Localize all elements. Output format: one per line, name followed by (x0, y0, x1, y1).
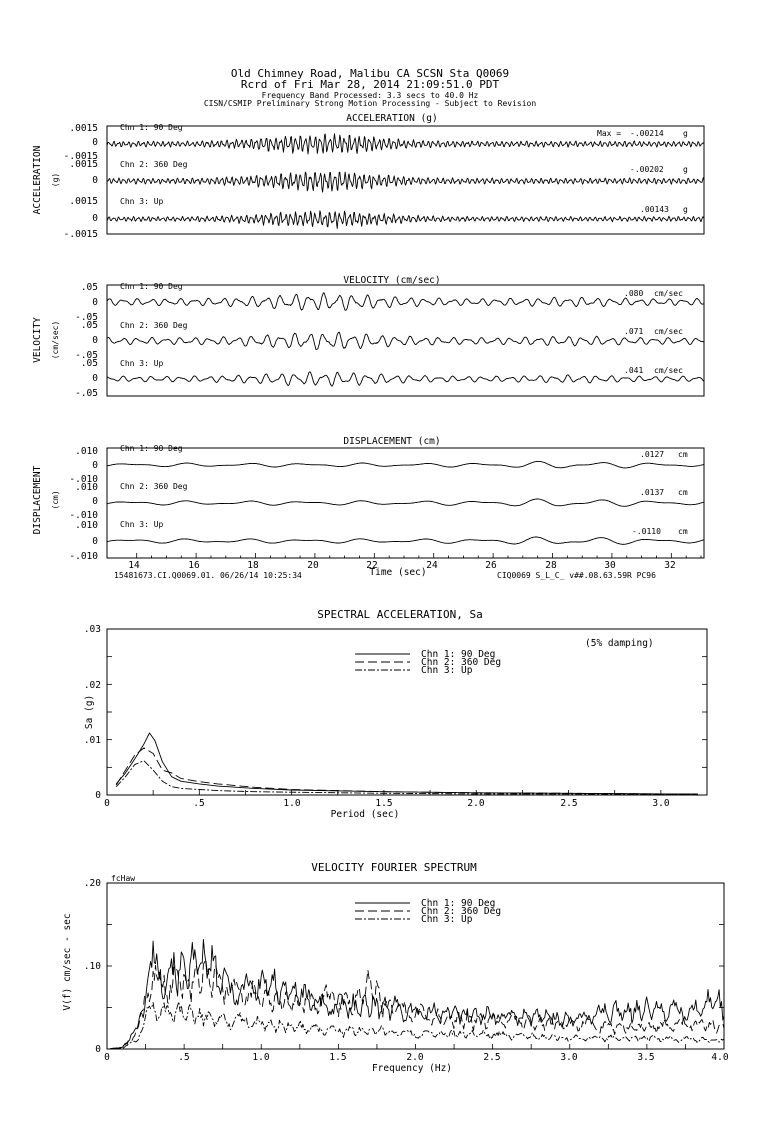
displacement-yunit: (cm) (51, 490, 60, 510)
acceleration-title: ACCELERATION (g) (346, 113, 438, 124)
vel-ch2-trace (107, 332, 704, 349)
fs-ytick-0: 0 (95, 1044, 101, 1055)
disp-ch3-label: Chn 3: Up (120, 520, 164, 529)
disp-ch3-unit: cm (678, 527, 688, 536)
vel-ch2-unit: cm/sec (654, 327, 683, 336)
acc-ch2-tick-top: .0015 (69, 159, 98, 170)
sa-series-ch1 (116, 733, 698, 794)
acc-ch3-max: .00143 (640, 205, 669, 214)
disp-ch2-tick-zero: 0 (92, 496, 98, 507)
sa-xtick-20: 2.0 (467, 798, 485, 809)
fs-xtick-05: .5 (178, 1052, 190, 1063)
fs-series-ch2 (110, 959, 724, 1049)
disp-ch3-tick-top: .010 (75, 520, 98, 531)
acc-ch1-tick-top: .0015 (69, 123, 98, 134)
displacement-ylabel: DISPLACEMENT (32, 465, 43, 535)
acc-ch3-tick-bottom: -.0015 (63, 229, 98, 240)
time-tick-22: 22 (366, 560, 378, 571)
footer-right: CIQ0069 S_L_C_ v##.08.63.59R PC96 (497, 571, 656, 580)
disp-ch2-tick-top: .010 (75, 482, 98, 493)
disp-ch2-trace (107, 499, 704, 506)
vel-ch1-label: Chn 1: 90 Deg (120, 282, 183, 291)
sa-legend-ch1: Chn 1: 90 Deg (421, 649, 496, 660)
header-line-4: CISN/CSMIP Preliminary Strong Motion Processing - Subject to Revision (203, 99, 537, 108)
acc-ch3-tick-top: .0015 (69, 196, 98, 207)
sa-legend-ch2: Chn 2: 360 Deg (421, 657, 502, 668)
acceleration-yunit: (g) (51, 172, 60, 188)
acc-ch1-label: Chn 1: 90 Deg (120, 123, 183, 132)
acc-ch3-tick-zero: 0 (92, 213, 98, 224)
header-line-3: Frequency Band Processed: 3.3 secs to 40.0 Hz (261, 91, 479, 100)
spectral-acceleration-panel (84, 608, 707, 820)
acc-ch2-label: Chn 2: 360 Deg (120, 160, 188, 169)
sa-ytick-02: .02 (83, 680, 101, 691)
sa-legend-ch3: Chn 3: Up (421, 665, 473, 676)
acc-ch2-unit: g (683, 165, 688, 174)
sa-ytick-03: .03 (83, 624, 101, 635)
vel-ch3-tick-zero: 0 (92, 373, 98, 384)
footer-left: 15481673.CI.Q0069.01. 06/26/14 10:25:34 (114, 571, 302, 580)
fs-legend-ch1: Chn 1: 90 Deg (421, 898, 496, 909)
time-tick-26: 26 (485, 560, 497, 571)
disp-ch3-max: -.0110 (632, 527, 661, 536)
sa-ytick-0: 0 (95, 790, 101, 801)
sa-xtick-10: 1.0 (283, 798, 301, 809)
acc-ch3-unit: g (683, 205, 688, 214)
time-axis-label: Time (sec) (369, 567, 427, 578)
acc-ch3-trace (107, 211, 704, 229)
sa-series-ch3 (116, 761, 698, 795)
time-tick-24: 24 (426, 560, 438, 571)
sa-xlabel: Period (sec) (330, 809, 400, 820)
acc-ch1-tick-zero: 0 (92, 137, 98, 148)
disp-ch1-label: Chn 1: 90 Deg (120, 444, 183, 453)
vel-ch2-max: .071 (624, 327, 644, 336)
vel-ch1-tick-top: .05 (80, 282, 98, 293)
acceleration-panel (32, 113, 704, 240)
acc-max-label: Max = (597, 129, 622, 138)
sa-xtick-15: 1.5 (375, 798, 393, 809)
fs-xtick-30: 3.0 (560, 1052, 578, 1063)
time-tick-28: 28 (545, 560, 557, 571)
disp-ch1-tick-top: .010 (75, 446, 98, 457)
fs-corner-label: fcHaw (111, 874, 136, 883)
fs-legend-ch2: Chn 2: 360 Deg (421, 906, 502, 917)
disp-ch2-tick-bottom: -.010 (69, 510, 98, 521)
acc-ch1-max: -.00214 (630, 129, 664, 138)
sa-xtick-0: 0 (104, 798, 110, 809)
vel-ch2-tick-top: .05 (80, 320, 98, 331)
disp-ch3-tick-zero: 0 (92, 536, 98, 547)
acc-ch2-max: -.00202 (630, 165, 664, 174)
fs-xtick-0: 0 (104, 1052, 110, 1063)
vel-ch1-tick-zero: 0 (92, 297, 98, 308)
velocity-panel (32, 275, 704, 399)
disp-ch1-tick-zero: 0 (92, 460, 98, 471)
time-tick-20: 20 (307, 560, 319, 571)
vel-ch3-label: Chn 3: Up (120, 359, 164, 368)
acc-ch2-tick-zero: 0 (92, 175, 98, 186)
header-line-2: Rcrd of Fri Mar 28, 2014 21:09:51.0 PDT (240, 78, 500, 91)
disp-ch3-tick-bottom: -.010 (69, 551, 98, 562)
vel-ch1-tick-bottom: -.05 (75, 312, 98, 323)
fs-legend-ch3: Chn 3: Up (421, 914, 473, 925)
vel-ch1-trace (107, 293, 704, 310)
velocity-ylabel: VELOCITY (32, 317, 43, 363)
fs-xtick-15: 1.5 (329, 1052, 347, 1063)
sa-series-ch2 (116, 748, 698, 794)
fs-xtick-10: 1.0 (252, 1052, 270, 1063)
vel-ch2-tick-bottom: -.05 (75, 350, 98, 361)
velocity-title: VELOCITY (cm/sec) (343, 275, 441, 286)
acc-ch3-label: Chn 3: Up (120, 197, 164, 206)
fs-ytick-20: .20 (83, 878, 101, 889)
time-tick-14: 14 (128, 560, 140, 571)
fs-xlabel: Frequency (Hz) (371, 1063, 453, 1074)
sa-xtick-05: .5 (193, 798, 205, 809)
vel-ch3-trace (107, 372, 704, 386)
velocity-yunit: (cm/sec) (51, 320, 60, 360)
sa-ytick-01: .01 (83, 735, 101, 746)
fs-title: VELOCITY FOURIER SPECTRUM (311, 861, 477, 874)
vel-ch2-label: Chn 2: 360 Deg (120, 321, 188, 330)
sa-title: SPECTRAL ACCELERATION, Sa (317, 608, 483, 621)
displacement-panel (32, 436, 704, 578)
time-tick-32: 32 (664, 560, 676, 571)
fs-xtick-25: 2.5 (483, 1052, 501, 1063)
acceleration-ylabel: ACCELERATION (32, 145, 43, 215)
sa-xtick-25: 2.5 (560, 798, 578, 809)
header-line-1: Old Chimney Road, Malibu CA SCSN Sta Q0069 (230, 67, 510, 80)
acc-ch2-trace (107, 172, 704, 192)
time-tick-16: 16 (188, 560, 200, 571)
sa-ylabel: Sa (g) (84, 694, 95, 730)
disp-ch3-trace (107, 537, 704, 544)
time-tick-30: 30 (604, 560, 616, 571)
sa-legend (355, 649, 501, 676)
fs-legend (355, 898, 501, 925)
vel-ch2-tick-zero: 0 (92, 335, 98, 346)
disp-ch1-max: .0127 (640, 450, 665, 459)
vel-ch3-max: .041 (624, 366, 644, 375)
vel-ch3-tick-bottom: -.05 (75, 388, 98, 399)
sa-xtick-30: 3.0 (652, 798, 670, 809)
displacement-title: DISPLACEMENT (cm) (343, 436, 441, 447)
time-tick-18: 18 (247, 560, 259, 571)
acc-ch1-unit: g (683, 129, 688, 138)
disp-ch2-unit: cm (678, 488, 688, 497)
disp-ch1-trace (107, 461, 704, 468)
sa-damping-note: (5% damping) (585, 638, 654, 649)
fs-ylabel: V(f) cm/sec - sec (62, 913, 73, 1011)
vel-ch3-unit: cm/sec (654, 366, 683, 375)
vel-ch3-tick-top: .05 (80, 358, 98, 369)
fs-series-ch1 (110, 939, 724, 1048)
acc-ch1-tick-bottom: -.0015 (63, 151, 98, 162)
fs-ytick-10: .10 (83, 961, 101, 972)
disp-ch2-max: .0137 (640, 488, 665, 497)
fs-xtick-40: 4.0 (711, 1052, 729, 1063)
disp-ch2-label: Chn 2: 360 Deg (120, 482, 188, 491)
fs-xtick-20: 2.0 (406, 1052, 424, 1063)
fs-xtick-35: 3.5 (637, 1052, 655, 1063)
vel-ch1-unit: cm/sec (654, 289, 683, 298)
disp-ch1-tick-bottom: -.010 (69, 474, 98, 485)
fourier-spectrum-panel (62, 861, 729, 1074)
vel-ch1-max: .080 (624, 289, 644, 298)
disp-ch1-unit: cm (678, 450, 688, 459)
time-axis-ticks (137, 553, 701, 558)
